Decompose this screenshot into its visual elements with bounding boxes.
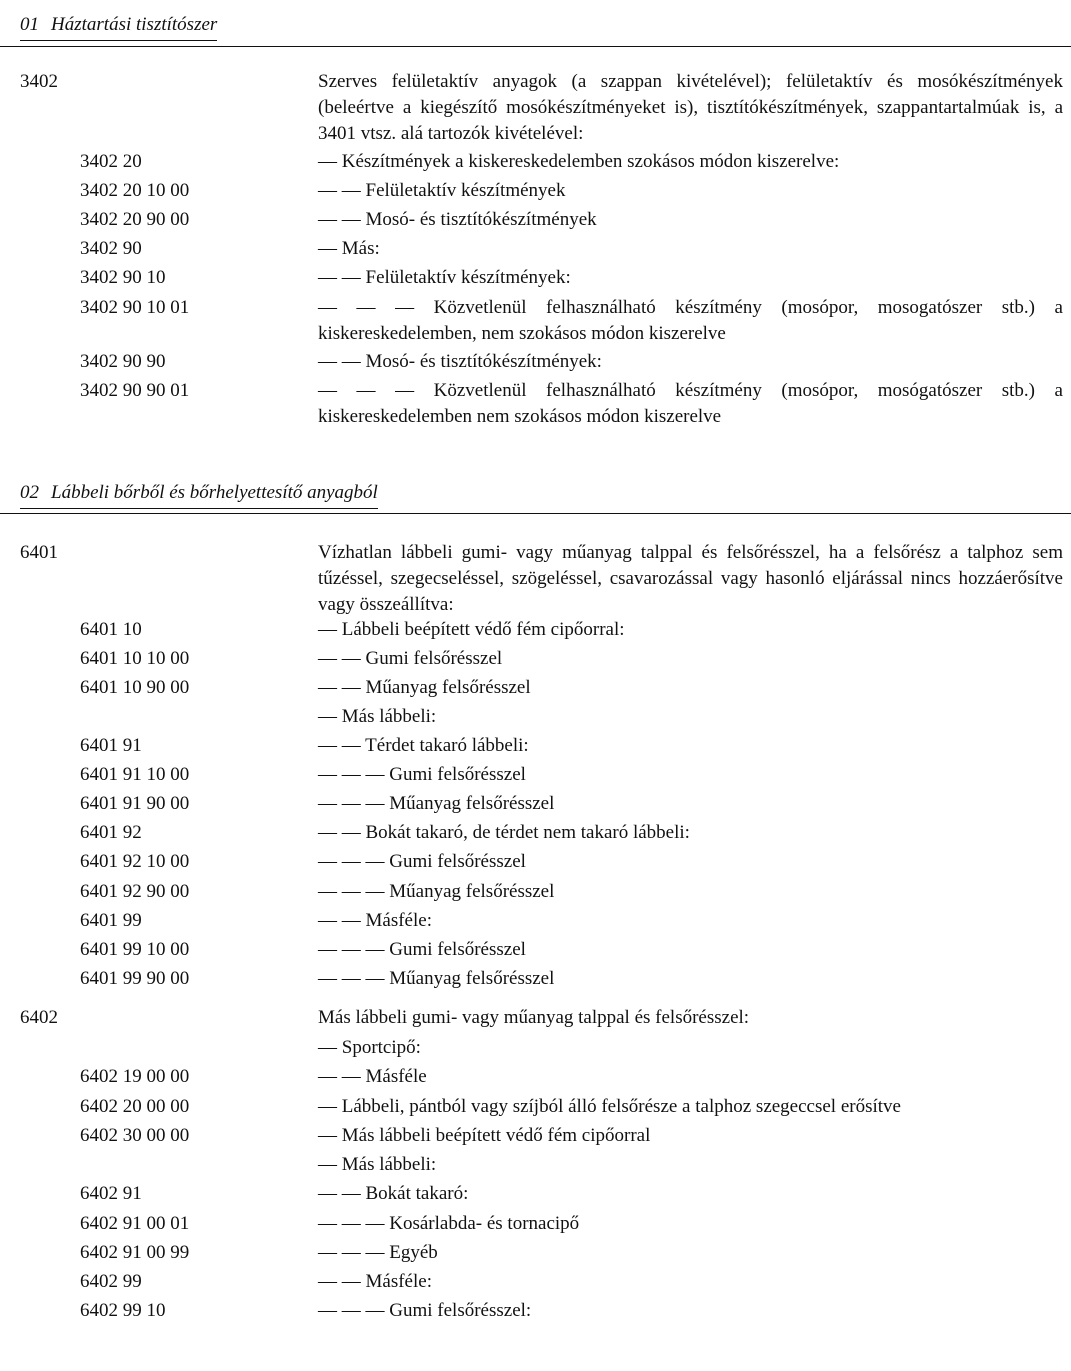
tariff-description: — — — Kosárlabda- és tornacipő: [318, 1213, 580, 1234]
section-rule: [0, 513, 1071, 514]
tariff-description: — — Másféle:: [318, 1271, 432, 1292]
tariff-description: — — — Műanyag felsőrésszel: [318, 793, 555, 814]
tariff-code: 6402 91: [80, 1183, 142, 1204]
tariff-code: 6401 99 10 00: [80, 939, 190, 960]
tariff-description: — Más lábbeli beépített védő fém cipőorral: [318, 1125, 651, 1146]
section-title: Lábbeli bőrből és bőrhelyettesítő anyagból: [51, 482, 378, 503]
tariff-code: 6402 30 00 00: [80, 1125, 190, 1146]
tariff-description: — Más lábbeli:: [318, 706, 437, 727]
tariff-description: — Sportcipő:: [318, 1037, 421, 1058]
section-rule: [0, 46, 1071, 47]
tariff-code: 6401 91: [80, 735, 142, 756]
tariff-description: — — Felületaktív készítmények: [318, 180, 566, 201]
tariff-description: — — Mosó- és tisztítókészítmények:: [318, 351, 602, 372]
tariff-code: 6402 91 00 99: [80, 1242, 190, 1263]
tariff-code: 3402 90 90: [80, 351, 166, 372]
tariff-description: Vízhatlan lábbeli gumi- vagy műanyag talppal és felsőrésszel, ha a felsőrész a talphoz sem tűzéssel, szegecseléssel, szögeléssel, csavarozással vagy hasonló eljárással nincs hozzáerősítve vagy összeállítva:: [318, 542, 1063, 615]
tariff-code: 6402 19 00 00: [80, 1066, 190, 1087]
tariff-code: 6401 10 90 00: [80, 677, 190, 698]
tariff-description: — Lábbeli beépített védő fém cipőorral:: [318, 619, 625, 640]
tariff-description: — — — Gumi felsőrésszel: [318, 764, 526, 785]
tariff-code: 6401 91 90 00: [80, 793, 190, 814]
tariff-code: 3402 90: [80, 238, 142, 259]
tariff-description: — Más:: [318, 238, 380, 259]
tariff-code: 6402 91 00 01: [80, 1213, 190, 1234]
tariff-code: 3402 90 10 01: [80, 297, 190, 318]
tariff-description: — — — Közvetlenül felhasználható készítmény (mosópor, mosogatószer stb.) a kiskereskedelemben, nem szokásos módon kiszerelve: [318, 297, 1063, 344]
tariff-description: — Készítmények a kiskereskedelemben szokásos módon kiszerelve:: [318, 151, 840, 172]
tariff-code: 6401 92 10 00: [80, 851, 190, 872]
tariff-code: 3402 90 90 01: [80, 380, 190, 401]
tariff-description: — — Másféle: [318, 1066, 427, 1087]
tariff-code: 3402 20 90 00: [80, 209, 190, 230]
section-number: 01: [20, 14, 39, 35]
tariff-description: — — Másféle:: [318, 910, 432, 931]
tariff-code: 6402 99 10: [80, 1300, 166, 1321]
tariff-description: — — Mosó- és tisztítókészítmények: [318, 209, 597, 230]
tariff-code: 6401 99: [80, 910, 142, 931]
tariff-description: Szerves felületaktív anyagok (a szappan kivételével); felületaktív és mosókészítmények (beleértve a kiegészítő mosókészítményeket is), tisztítókészítmények, szappantartalmúak is, a 3401 vtsz. alá tartozók kivételével:: [318, 71, 1063, 144]
tariff-code: 6402: [20, 1007, 58, 1028]
tariff-code: 3402 20 10 00: [80, 180, 190, 201]
tariff-description: Más lábbeli gumi- vagy műanyag talppal és felsőrésszel:: [318, 1007, 750, 1028]
tariff-description: — — — Gumi felsőrésszel: [318, 851, 526, 872]
section-heading: [20, 13, 217, 41]
tariff-code: 6401 92: [80, 822, 142, 843]
tariff-description: — Más lábbeli:: [318, 1154, 437, 1175]
tariff-description: — — Felületaktív készítmények:: [318, 267, 571, 288]
tariff-description: — — Térdet takaró lábbeli:: [318, 735, 529, 756]
tariff-description: — — — Műanyag felsőrésszel: [318, 968, 555, 989]
tariff-description: — — — Közvetlenül felhasználható készítmény (mosópor, mosógatószer stb.) a kiskereskedelemben nem szokásos módon kiszerelve: [318, 380, 1063, 427]
tariff-description: — — Bokát takaró, de térdet nem takaró lábbeli:: [318, 822, 690, 843]
tariff-code: 3402 20: [80, 151, 142, 172]
tariff-description: — — — Gumi felsőrésszel:: [318, 1300, 532, 1321]
tariff-code: 6401 91 10 00: [80, 764, 190, 785]
tariff-description: — — — Műanyag felsőrésszel: [318, 881, 555, 902]
tariff-code: 6402 99: [80, 1271, 142, 1292]
section-title: Háztartási tisztítószer: [51, 14, 218, 35]
tariff-code: 3402 90 10: [80, 267, 166, 288]
section-heading: [20, 481, 378, 509]
tariff-code: 3402: [20, 71, 58, 92]
tariff-code: 6401: [20, 542, 58, 563]
tariff-description: — — — Egyéb: [318, 1242, 438, 1263]
tariff-description: — — Műanyag felsőrésszel: [318, 677, 531, 698]
tariff-code: 6401 92 90 00: [80, 881, 190, 902]
tariff-code: 6402 20 00 00: [80, 1096, 190, 1117]
tariff-code: 6401 10: [80, 619, 142, 640]
section-number: 02: [20, 482, 39, 503]
tariff-description: — — Bokát takaró:: [318, 1183, 469, 1204]
tariff-description: — Lábbeli, pántból vagy szíjból álló felsőrésze a talphoz szegeccsel erősítve: [318, 1096, 901, 1117]
tariff-code: 6401 99 90 00: [80, 968, 190, 989]
tariff-description: — — Gumi felsőrésszel: [318, 648, 503, 669]
tariff-description: — — — Gumi felsőrésszel: [318, 939, 526, 960]
tariff-code: 6401 10 10 00: [80, 648, 190, 669]
